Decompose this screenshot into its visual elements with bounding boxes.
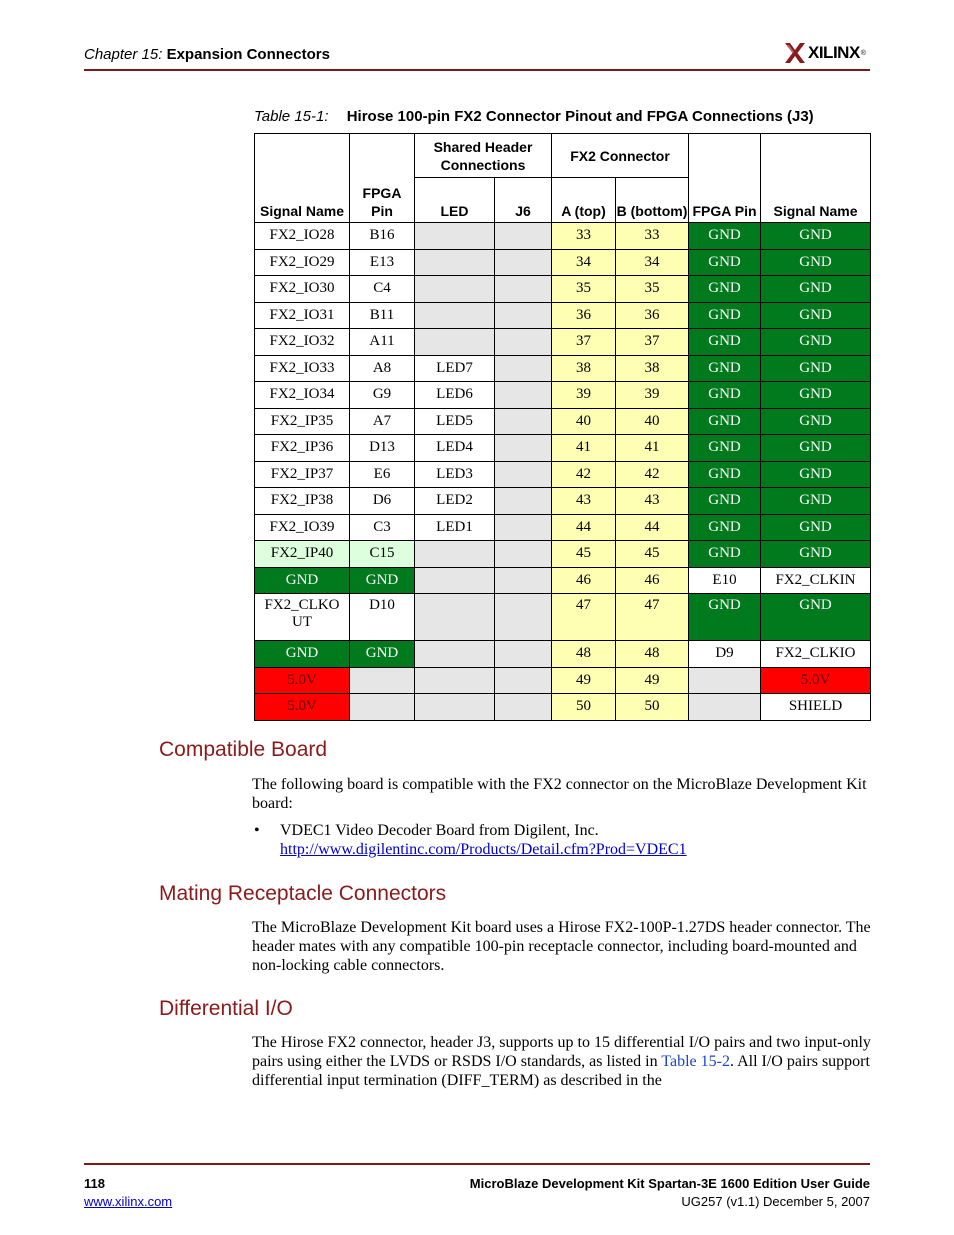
fpga-pin-cell: C15 — [350, 541, 415, 568]
connector-b-cell: 40 — [616, 408, 689, 435]
signal-name-right-cell: FX2_CLKIN — [761, 567, 871, 594]
signal-name-right-cell: SHIELD — [761, 694, 871, 721]
header-fpga-pin-left: FPGA Pin — [350, 134, 415, 223]
connector-a-cell: 41 — [552, 435, 616, 462]
j6-cell — [495, 408, 552, 435]
differential-io-paragraph — [252, 1033, 872, 1090]
led-cell — [415, 249, 495, 276]
differential-text-before: The Hirose FX2 connector, header J3, supports up to 15 differential I/O pairs and two input-only pairs using either the LVDS or RSDS I/O standards, as listed in — [252, 1034, 871, 1070]
connector-b-cell: 33 — [616, 223, 689, 250]
signal-name-right-cell: GND — [761, 302, 871, 329]
signal-name-cell: 5.0V — [255, 667, 350, 694]
header-rule — [84, 69, 870, 71]
header-j6: J6 — [495, 178, 552, 223]
logo-registered-mark: ® — [860, 49, 866, 57]
document-id: UG257 (v1.1) December 5, 2007 — [681, 1194, 870, 1209]
table-row — [255, 329, 871, 356]
section-heading-compatible-board: Compatible Board — [159, 738, 328, 761]
document-title: MicroBlaze Development Kit Spartan-3E 1600 Edition User Guide — [469, 1176, 870, 1191]
fpga-pin-cell: A11 — [350, 329, 415, 356]
led-cell: LED3 — [415, 461, 495, 488]
table-row — [255, 541, 871, 568]
connector-b-cell: 45 — [616, 541, 689, 568]
j6-cell — [495, 329, 552, 356]
fpga-pin-cell: G9 — [350, 382, 415, 409]
led-cell — [415, 223, 495, 250]
table-row — [255, 488, 871, 515]
header-fpga-pin-right: FPGA Pin — [689, 134, 761, 223]
table-row — [255, 567, 871, 594]
connector-a-cell: 45 — [552, 541, 616, 568]
fpga-pin-right-cell: GND — [689, 382, 761, 409]
fpga-pin-cell: D6 — [350, 488, 415, 515]
led-cell: LED7 — [415, 355, 495, 382]
table-row — [255, 302, 871, 329]
table-row — [255, 249, 871, 276]
connector-b-cell: 37 — [616, 329, 689, 356]
led-cell: LED6 — [415, 382, 495, 409]
table-caption-title: Hirose 100-pin FX2 Connector Pinout and FPGA Connections (J3) — [346, 108, 814, 125]
logo-wordmark: XILINX — [808, 43, 860, 62]
signal-name-cell: GND — [255, 567, 350, 594]
connector-a-cell: 37 — [552, 329, 616, 356]
connector-b-cell: 46 — [616, 567, 689, 594]
led-cell — [415, 541, 495, 568]
connector-a-cell: 34 — [552, 249, 616, 276]
led-cell — [415, 276, 495, 303]
chapter-label: Chapter 15: — [84, 46, 163, 63]
signal-name-right-cell: 5.0V — [761, 667, 871, 694]
connector-a-cell: 49 — [552, 667, 616, 694]
connector-b-cell: 34 — [616, 249, 689, 276]
table-caption-label: Table 15-1: — [254, 108, 329, 125]
j6-cell — [495, 488, 552, 515]
connector-a-cell: 48 — [552, 641, 616, 668]
led-cell: LED4 — [415, 435, 495, 462]
fpga-pin-right-cell: GND — [689, 461, 761, 488]
signal-name-right-cell: GND — [761, 514, 871, 541]
fpga-pin-right-cell: GND — [689, 329, 761, 356]
connector-a-cell: 42 — [552, 461, 616, 488]
j6-cell — [495, 567, 552, 594]
connector-a-cell: 38 — [552, 355, 616, 382]
signal-name-right-cell: GND — [761, 355, 871, 382]
j6-cell — [495, 641, 552, 668]
table-row — [255, 382, 871, 409]
vdec1-product-link[interactable]: http://www.digilentinc.com/Products/Detail.cfm?Prod=VDEC1 — [280, 841, 687, 858]
led-cell — [415, 329, 495, 356]
header-led: LED — [415, 178, 495, 223]
connector-b-cell: 50 — [616, 694, 689, 721]
connector-b-cell: 42 — [616, 461, 689, 488]
connector-b-cell: 35 — [616, 276, 689, 303]
j6-cell — [495, 302, 552, 329]
header-fx2-connector: FX2 Connector — [552, 134, 689, 178]
signal-name-cell: FX2_IP38 — [255, 488, 350, 515]
signal-name-cell: FX2_IP40 — [255, 541, 350, 568]
header-a-top: A (top) — [552, 178, 616, 223]
connector-b-cell: 38 — [616, 355, 689, 382]
fpga-pin-cell: GND — [350, 567, 415, 594]
fpga-pin-cell: E13 — [350, 249, 415, 276]
connector-b-cell: 49 — [616, 667, 689, 694]
fpga-pin-right-cell: GND — [689, 594, 761, 641]
led-cell — [415, 302, 495, 329]
signal-name-cell: FX2_IO32 — [255, 329, 350, 356]
mating-receptacle-paragraph: The MicroBlaze Development Kit board uses a Hirose FX2-100P-1.27DS header connector. The header mates with any compatible 100-pin receptacle connector, including board-mounted and non-locking cable connectors. — [252, 919, 871, 974]
fpga-pin-cell: C4 — [350, 276, 415, 303]
fpga-pin-right-cell: E10 — [689, 567, 761, 594]
signal-name-right-cell: GND — [761, 594, 871, 641]
connector-a-cell: 39 — [552, 382, 616, 409]
connector-b-cell: 47 — [616, 594, 689, 641]
fpga-pin-right-cell: GND — [689, 302, 761, 329]
xilinx-logo-icon — [784, 42, 806, 64]
bullet-item-vdec1 — [280, 821, 687, 859]
fpga-pin-cell: GND — [350, 641, 415, 668]
fpga-pin-right-cell: GND — [689, 514, 761, 541]
fpga-pin-cell — [350, 694, 415, 721]
connector-a-cell: 36 — [552, 302, 616, 329]
j6-cell — [495, 594, 552, 641]
table-row — [255, 223, 871, 250]
led-cell — [415, 694, 495, 721]
bullet-mark: • — [254, 822, 260, 839]
table-row — [255, 408, 871, 435]
signal-name-right-cell: GND — [761, 382, 871, 409]
table-row — [255, 667, 871, 694]
fpga-pin-cell: A8 — [350, 355, 415, 382]
table-row — [255, 276, 871, 303]
connector-a-cell: 46 — [552, 567, 616, 594]
fpga-pin-right-cell: GND — [689, 276, 761, 303]
connector-a-cell: 47 — [552, 594, 616, 641]
fpga-pin-right-cell: GND — [689, 435, 761, 462]
section-heading-mating-receptacle: Mating Receptacle Connectors — [159, 882, 447, 905]
fpga-pin-cell: B11 — [350, 302, 415, 329]
signal-name-right-cell: GND — [761, 223, 871, 250]
connector-b-cell: 36 — [616, 302, 689, 329]
connector-a-cell: 33 — [552, 223, 616, 250]
fpga-pin-cell: E6 — [350, 461, 415, 488]
signal-name-cell: FX2_IO28 — [255, 223, 350, 250]
j6-cell — [495, 694, 552, 721]
table-row — [255, 355, 871, 382]
page-number: 118 — [84, 1176, 105, 1191]
j6-cell — [495, 355, 552, 382]
table-row — [255, 514, 871, 541]
signal-name-right-cell: GND — [761, 435, 871, 462]
signal-name-right-cell: FX2_CLKIO — [761, 641, 871, 668]
j6-cell — [495, 667, 552, 694]
signal-name-cell: FX2_IO31 — [255, 302, 350, 329]
signal-name-cell: FX2_IO33 — [255, 355, 350, 382]
xilinx-logo — [784, 40, 866, 66]
signal-name-right-cell: GND — [761, 408, 871, 435]
signal-name-right-cell: GND — [761, 488, 871, 515]
signal-name-cell: 5.0V — [255, 694, 350, 721]
j6-cell — [495, 276, 552, 303]
fx2-pinout-table — [254, 133, 871, 721]
connector-a-cell: 43 — [552, 488, 616, 515]
led-cell: LED1 — [415, 514, 495, 541]
bullet-item-text: VDEC1 Video Decoder Board from Digilent, Inc. — [280, 822, 599, 839]
signal-name-cell: FX2_IP35 — [255, 408, 350, 435]
table-row — [255, 694, 871, 721]
connector-a-cell: 50 — [552, 694, 616, 721]
table-row — [255, 461, 871, 488]
header-b-bottom: B (bottom) — [616, 178, 689, 223]
xilinx-website-link[interactable]: www.xilinx.com — [84, 1194, 173, 1209]
j6-cell — [495, 223, 552, 250]
table-15-2-link[interactable]: Table 15-2 — [661, 1053, 730, 1070]
compatible-board-paragraph: The following board is compatible with the FX2 connector on the MicroBlaze Development Kit board: — [252, 776, 867, 812]
signal-name-right-cell: GND — [761, 276, 871, 303]
connector-b-cell: 41 — [616, 435, 689, 462]
signal-name-cell: FX2_IP37 — [255, 461, 350, 488]
fpga-pin-cell: D13 — [350, 435, 415, 462]
led-cell — [415, 594, 495, 641]
fpga-pin-right-cell: D9 — [689, 641, 761, 668]
signal-name-cell: FX2_IO29 — [255, 249, 350, 276]
table-row — [255, 435, 871, 462]
signal-name-cell: FX2_IO30 — [255, 276, 350, 303]
connector-a-cell: 44 — [552, 514, 616, 541]
header-shared-connections: Shared Header Connections — [415, 134, 552, 178]
connector-a-cell: 35 — [552, 276, 616, 303]
signal-name-cell: FX2_IO34 — [255, 382, 350, 409]
signal-name-cell: FX2_IP36 — [255, 435, 350, 462]
connector-a-cell: 40 — [552, 408, 616, 435]
fpga-pin-cell: B16 — [350, 223, 415, 250]
signal-name-right-cell: GND — [761, 461, 871, 488]
signal-name-cell: FX2_CLKOUT — [255, 594, 350, 641]
running-header — [84, 46, 330, 63]
fpga-pin-right-cell: GND — [689, 223, 761, 250]
footer-rule — [84, 1163, 870, 1165]
j6-cell — [495, 249, 552, 276]
connector-b-cell: 39 — [616, 382, 689, 409]
led-cell: LED2 — [415, 488, 495, 515]
signal-name-right-cell: GND — [761, 329, 871, 356]
connector-b-cell: 44 — [616, 514, 689, 541]
fpga-pin-cell: C3 — [350, 514, 415, 541]
signal-name-right-cell: GND — [761, 541, 871, 568]
signal-name-cell: FX2_IO39 — [255, 514, 350, 541]
fpga-pin-right-cell: GND — [689, 249, 761, 276]
chapter-title: Expansion Connectors — [166, 46, 330, 63]
table-caption — [254, 108, 814, 125]
header-signal-name-left: Signal Name — [255, 134, 350, 223]
led-cell: LED5 — [415, 408, 495, 435]
table-row — [255, 594, 871, 641]
fpga-pin-right-cell — [689, 667, 761, 694]
led-cell — [415, 641, 495, 668]
signal-name-right-cell: GND — [761, 249, 871, 276]
fpga-pin-right-cell — [689, 694, 761, 721]
fpga-pin-cell: A7 — [350, 408, 415, 435]
led-cell — [415, 667, 495, 694]
signal-name-cell: GND — [255, 641, 350, 668]
j6-cell — [495, 461, 552, 488]
fpga-pin-right-cell: GND — [689, 355, 761, 382]
fpga-pin-right-cell: GND — [689, 488, 761, 515]
table-row — [255, 641, 871, 668]
section-heading-differential-io: Differential I/O — [159, 997, 293, 1020]
j6-cell — [495, 514, 552, 541]
j6-cell — [495, 382, 552, 409]
differential-text-after: . All I/O pairs support differential input termination (DIFF_TERM) as described in the — [252, 1053, 870, 1089]
fpga-pin-cell — [350, 667, 415, 694]
header-signal-name-right: Signal Name — [761, 134, 871, 223]
j6-cell — [495, 435, 552, 462]
connector-b-cell: 48 — [616, 641, 689, 668]
fpga-pin-cell: D10 — [350, 594, 415, 641]
fpga-pin-right-cell: GND — [689, 541, 761, 568]
fpga-pin-right-cell: GND — [689, 408, 761, 435]
connector-b-cell: 43 — [616, 488, 689, 515]
led-cell — [415, 567, 495, 594]
j6-cell — [495, 541, 552, 568]
